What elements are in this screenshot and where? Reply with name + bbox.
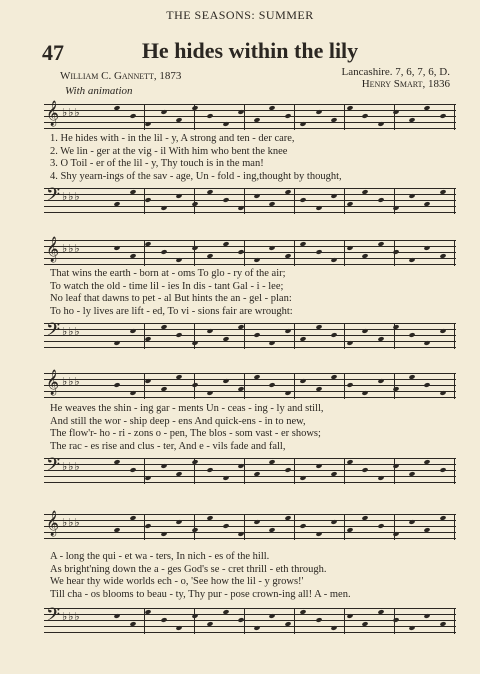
note-head-icon xyxy=(408,332,415,338)
lyrics-block-3 xyxy=(50,403,460,453)
note-head-icon xyxy=(222,475,229,481)
lyric-line: Till cha - os blooms to beau - ty, Thy pur - pose crown-ing all! A - men. xyxy=(50,588,351,600)
lyric-line: No leaf that dawns to pet - al But hints the an - gel - plan: xyxy=(50,293,292,304)
note-head-icon xyxy=(346,245,353,251)
tempo-marking: With animation xyxy=(65,85,133,97)
treble-staff-2 xyxy=(44,236,456,266)
note-head-icon xyxy=(423,382,430,388)
hymn-number: 47 xyxy=(42,40,64,65)
bar-line xyxy=(294,323,295,349)
bass-staff-2 xyxy=(44,319,456,349)
treble-staff-3 xyxy=(44,369,456,399)
note-head-icon xyxy=(330,332,337,338)
note-head-icon xyxy=(392,617,399,623)
note-head-icon xyxy=(222,378,229,384)
key-signature-icon: ♭♭♭ xyxy=(62,611,81,623)
lyrics-block-1 xyxy=(50,133,460,183)
note-head-icon xyxy=(408,257,415,263)
note-head-icon xyxy=(346,613,353,619)
note-head-icon xyxy=(361,390,368,396)
bar-line xyxy=(244,240,245,266)
note-head-icon xyxy=(206,390,213,396)
note-head-icon xyxy=(160,463,167,469)
bar-line xyxy=(294,104,295,130)
tune-info xyxy=(342,66,450,90)
note-head-icon xyxy=(408,519,415,525)
bar-line xyxy=(244,458,245,484)
lyric-line: 3. O Toil - er of the lil - y, Thy touch is in the man! xyxy=(50,158,264,169)
note-head-icon xyxy=(253,519,260,525)
note-head-icon xyxy=(222,523,229,529)
bar-line xyxy=(344,104,345,130)
note-head-icon xyxy=(315,617,322,623)
key-signature-icon: ♭♭♭ xyxy=(62,107,81,119)
bar-line xyxy=(144,104,145,130)
lyric-line: That wins the earth - born at - oms To glo - ry of the air; xyxy=(50,268,286,279)
tune-name: Lancashire. 7, 6, 7, 6, D. xyxy=(341,66,450,78)
note-head-icon xyxy=(160,205,167,211)
note-head-icon xyxy=(191,340,198,346)
note-head-icon xyxy=(191,245,198,251)
bar-line xyxy=(344,458,345,484)
bar-line xyxy=(454,240,455,266)
bar-line xyxy=(454,104,455,130)
key-signature-icon: ♭♭♭ xyxy=(62,326,81,338)
lyric-line: The rac - es rise and clus - ter, And e - vils fade and fall, xyxy=(50,440,286,452)
bar-line xyxy=(244,188,245,214)
bar-line xyxy=(294,188,295,214)
lyrics-block-4 xyxy=(50,551,460,601)
note-head-icon xyxy=(346,382,353,388)
bass-clef-icon: 𝄢 xyxy=(46,319,61,344)
bass-staff-4 xyxy=(44,604,456,634)
note-head-icon xyxy=(439,113,446,119)
bar-line xyxy=(344,323,345,349)
note-head-icon xyxy=(284,113,291,119)
note-head-icon xyxy=(423,245,430,251)
note-head-icon xyxy=(392,249,399,255)
bar-line xyxy=(344,514,345,540)
note-head-icon xyxy=(423,613,430,619)
lyric-line: We hear thy wide worlds ech - o, 'See how the lil - y grows!' xyxy=(50,576,304,587)
note-head-icon xyxy=(129,328,136,334)
note-head-icon xyxy=(377,378,384,384)
note-head-icon xyxy=(191,613,198,619)
note-head-icon xyxy=(439,328,446,334)
note-head-icon xyxy=(206,113,213,119)
lyric-line: He weaves the shin - ing gar - ments Un - ceas - ing - ly and still, xyxy=(50,403,324,414)
note-head-icon xyxy=(377,197,384,203)
note-head-icon xyxy=(392,531,399,537)
bar-line xyxy=(294,514,295,540)
note-head-icon xyxy=(315,205,322,211)
treble-clef-icon: 𝄞 xyxy=(46,100,60,125)
bar-line xyxy=(454,188,455,214)
note-head-icon xyxy=(315,463,322,469)
bar-line xyxy=(244,608,245,634)
note-head-icon xyxy=(299,121,306,127)
lyric-line: As bright'ning down the a - ges God's se - cret thrill - eth through. xyxy=(50,563,327,575)
lyric-line: And still the wor - ship deep - ens And quick-ens - in to new, xyxy=(50,415,306,427)
bar-line xyxy=(454,514,455,540)
bass-staff-3 xyxy=(44,454,456,484)
bar-line xyxy=(194,240,195,266)
note-head-icon xyxy=(315,531,322,537)
bar-line xyxy=(244,373,245,399)
note-head-icon xyxy=(253,257,260,263)
bar-line xyxy=(194,608,195,634)
note-head-icon xyxy=(299,523,306,529)
note-head-icon xyxy=(268,382,275,388)
note-head-icon xyxy=(284,467,291,473)
bar-line xyxy=(294,458,295,484)
note-head-icon xyxy=(299,475,306,481)
bar-line xyxy=(344,188,345,214)
note-head-icon xyxy=(253,193,260,199)
note-head-icon xyxy=(284,390,291,396)
bass-clef-icon: 𝄢 xyxy=(46,604,61,629)
note-head-icon xyxy=(206,467,213,473)
bar-line xyxy=(244,514,245,540)
page-header: THE SEASONS: SUMMER xyxy=(166,8,314,22)
note-head-icon xyxy=(129,467,136,473)
bar-line xyxy=(294,373,295,399)
bar-line xyxy=(244,323,245,349)
treble-clef-icon: 𝄞 xyxy=(46,236,60,261)
bar-line xyxy=(344,373,345,399)
lyric-line: 2. We lin - ger at the vig - il With him who bent the knee xyxy=(50,145,288,157)
note-head-icon xyxy=(392,463,399,469)
note-head-icon xyxy=(144,523,151,529)
note-head-icon xyxy=(175,519,182,525)
bar-line xyxy=(344,608,345,634)
note-head-icon xyxy=(222,197,229,203)
note-head-icon xyxy=(299,197,306,203)
author: William C. Gannett, 1873 xyxy=(60,70,182,82)
bar-line xyxy=(144,458,145,484)
treble-clef-icon: 𝄞 xyxy=(46,510,60,535)
note-head-icon xyxy=(113,245,120,251)
treble-staff-4 xyxy=(44,510,456,540)
bar-line xyxy=(344,240,345,266)
bar-line xyxy=(144,373,145,399)
note-head-icon xyxy=(346,340,353,346)
note-head-icon xyxy=(439,390,446,396)
note-head-icon xyxy=(268,340,275,346)
note-head-icon xyxy=(113,613,120,619)
note-head-icon xyxy=(144,378,151,384)
note-head-icon xyxy=(144,475,151,481)
lyric-line: The flow'r- ho - ri - zons o - pen, The blos - som vast - er shows; xyxy=(50,428,321,439)
lyric-line: 1. He hides with - in the lil - y, A strong and ten - der care, xyxy=(50,133,295,144)
key-signature-icon: ♭♭♭ xyxy=(62,517,81,529)
note-head-icon xyxy=(253,625,260,631)
bar-line xyxy=(394,458,395,484)
note-head-icon xyxy=(160,617,167,623)
note-head-icon xyxy=(299,378,306,384)
hymn-title: He hides within the lily xyxy=(141,38,359,63)
note-head-icon xyxy=(206,328,213,334)
note-head-icon xyxy=(361,328,368,334)
lyrics-block-2 xyxy=(50,268,460,318)
treble-clef-icon: 𝄞 xyxy=(46,369,60,394)
note-head-icon xyxy=(377,523,384,529)
note-head-icon xyxy=(268,245,275,251)
note-head-icon xyxy=(268,613,275,619)
lyric-line: To watch the old - time lil - ies In dis - tant Gal - i - lee; xyxy=(50,280,284,292)
key-signature-icon: ♭♭♭ xyxy=(62,191,81,203)
note-head-icon xyxy=(144,121,151,127)
note-head-icon xyxy=(160,249,167,255)
note-head-icon xyxy=(129,113,136,119)
note-head-icon xyxy=(392,109,399,115)
bar-line xyxy=(144,323,145,349)
treble-staff-1 xyxy=(44,100,456,130)
note-head-icon xyxy=(377,475,384,481)
note-head-icon xyxy=(129,390,136,396)
note-head-icon xyxy=(160,531,167,537)
note-head-icon xyxy=(160,109,167,115)
lyric-line: To ho - ly lives are lift - ed, To vi - sions fair are wrought: xyxy=(50,305,293,317)
note-head-icon xyxy=(330,625,337,631)
bass-clef-icon: 𝄢 xyxy=(46,184,61,209)
note-head-icon xyxy=(175,332,182,338)
lyric-line: 4. Shy yearn-ings of the sav - age, Un - fold - ing,thought by thought, xyxy=(50,170,342,182)
note-head-icon xyxy=(284,328,291,334)
note-head-icon xyxy=(175,257,182,263)
note-head-icon xyxy=(253,332,260,338)
note-head-icon xyxy=(330,519,337,525)
bar-line xyxy=(294,240,295,266)
bar-line xyxy=(454,373,455,399)
lyric-line: A - long the qui - et wa - ters, In nich - es of the hill. xyxy=(50,551,270,562)
note-head-icon xyxy=(175,193,182,199)
note-head-icon xyxy=(113,382,120,388)
note-head-icon xyxy=(175,625,182,631)
bass-clef-icon: 𝄢 xyxy=(46,454,61,479)
note-head-icon xyxy=(423,340,430,346)
note-head-icon xyxy=(330,257,337,263)
note-head-icon xyxy=(408,625,415,631)
note-head-icon xyxy=(377,121,384,127)
bar-line xyxy=(454,458,455,484)
note-head-icon xyxy=(191,382,198,388)
note-head-icon xyxy=(330,193,337,199)
key-signature-icon: ♭♭♭ xyxy=(62,376,81,388)
note-head-icon xyxy=(113,340,120,346)
note-head-icon xyxy=(222,121,229,127)
bar-line xyxy=(454,608,455,634)
composer: Henry Smart, 1836 xyxy=(361,78,450,90)
note-head-icon xyxy=(315,109,322,115)
note-head-icon xyxy=(361,113,368,119)
note-head-icon xyxy=(361,467,368,473)
note-head-icon xyxy=(408,193,415,199)
key-signature-icon: ♭♭♭ xyxy=(62,461,81,473)
note-head-icon xyxy=(392,205,399,211)
bar-line xyxy=(454,323,455,349)
note-head-icon xyxy=(439,467,446,473)
note-head-icon xyxy=(315,249,322,255)
key-signature-icon: ♭♭♭ xyxy=(62,243,81,255)
bar-line xyxy=(294,608,295,634)
bass-staff-1 xyxy=(44,184,456,214)
bar-line xyxy=(394,104,395,130)
bar-line xyxy=(244,104,245,130)
note-head-icon xyxy=(144,197,151,203)
